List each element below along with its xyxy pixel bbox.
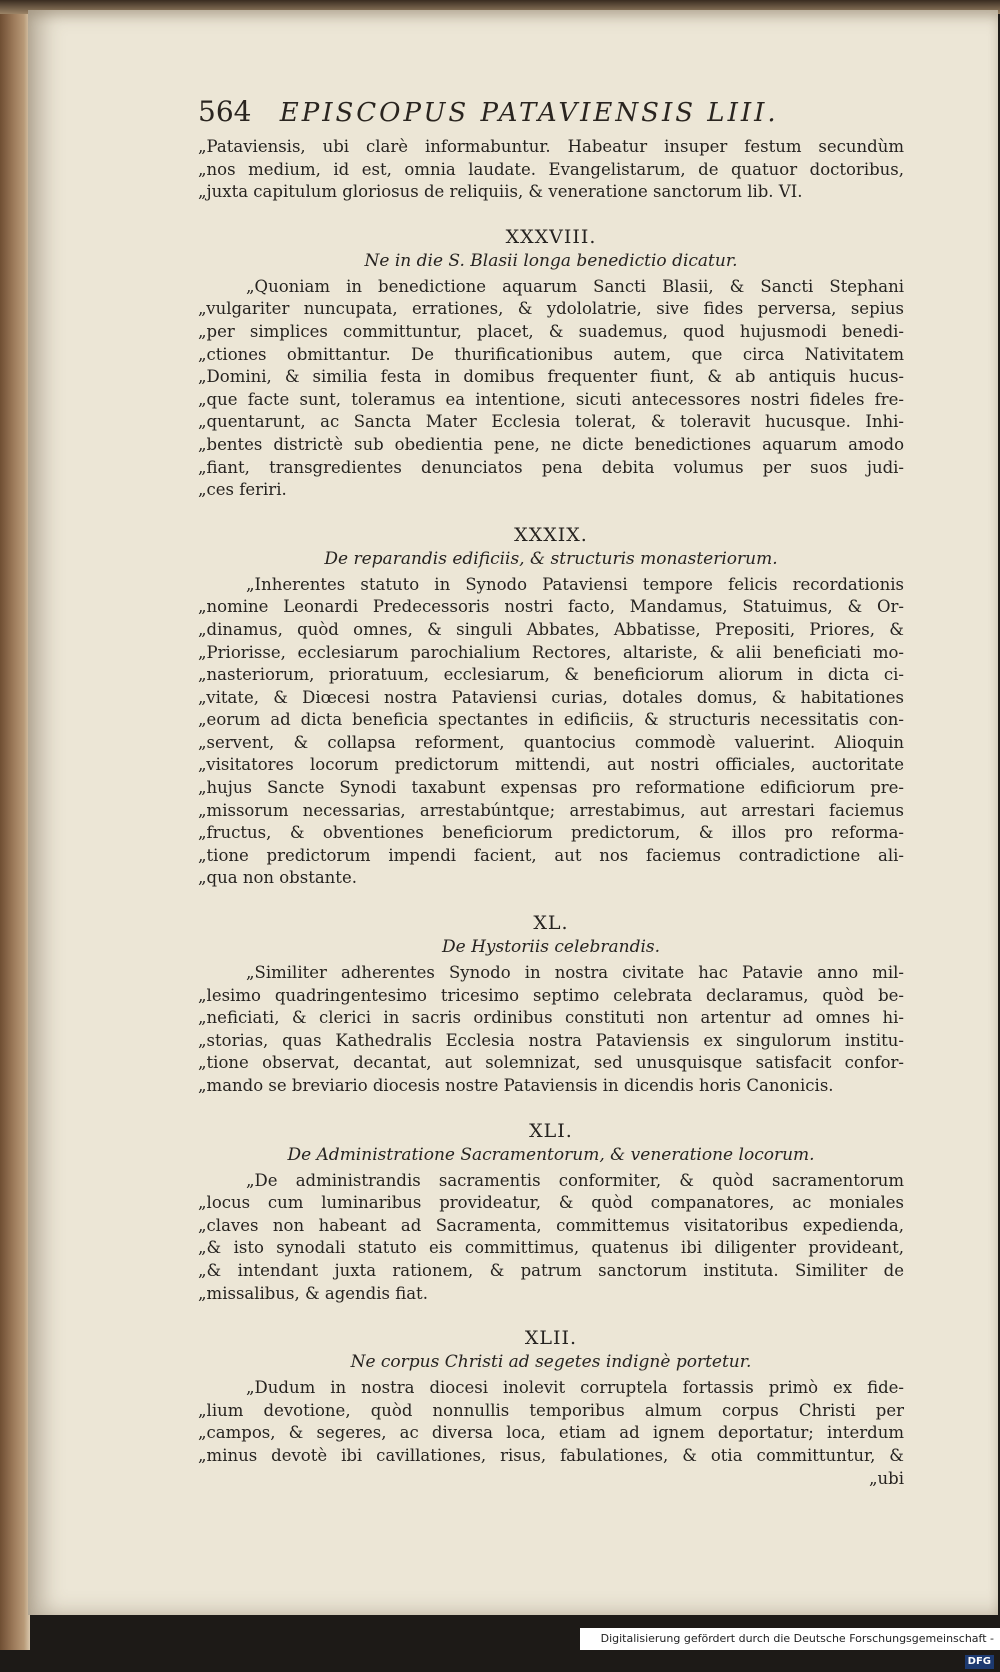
section-title: De Hystoriis celebrandis. — [441, 937, 661, 958]
section — [198, 1327, 904, 1467]
text-line: „quentarunt, ac Sancta Mater Ecclesia tolerat, & toleravit hucusque. Inhi- — [198, 412, 904, 432]
text-line: „campos, & segeres, ac diversa loca, etiam ad ignem deportatur; interdum — [198, 1423, 904, 1443]
dfg-logo: DFG — [965, 1655, 994, 1669]
text-line: „Dudum in nostra diocesi inolevit corruptela fortassis primò ex fide- — [246, 1378, 904, 1398]
text-line: „Quoniam in benedictione aquarum Sancti Blasii, & Sancti Stephani — [246, 276, 904, 296]
text-line: „vitate, & Diœcesi nostra Pataviensi curias, dotales domus, & habitationes — [198, 687, 904, 707]
text-line: „Priorisse, ecclesiarum parochialium Rectores, altariste, & alii beneficiati mo- — [198, 642, 904, 662]
section-number: XXXVIII. — [505, 225, 597, 248]
running-title: EPISCOPUS PATAVIENSIS LIII. — [279, 98, 779, 128]
text-line: „minus devotè ibi cavillationes, risus, fabulationes, & otia committuntur, & — [198, 1445, 904, 1465]
page-number: 564 — [198, 95, 252, 128]
section — [198, 226, 904, 502]
text-line: „servent, & collapsa reforment, quantocius commodè valuerint. Alioquin — [198, 732, 904, 752]
text-line: „que facte sunt, toleramus ea intentione, sicuti antecessores nostri fideles fre- — [198, 389, 904, 409]
section — [198, 1120, 904, 1306]
sections — [198, 226, 904, 1468]
book-spine — [0, 0, 30, 1650]
text-line: „dinamus, quòd omnes, & singuli Abbates, Abbatisse, Prepositi, Priores, & — [198, 619, 904, 639]
text-line: „& isto synodali statuto eis committimus, quatenus ibi diligenter provideant, — [198, 1238, 904, 1258]
text-line: „Similiter adherentes Synodo in nostra civitate hac Patavie anno mil- — [246, 963, 904, 983]
section-number: XLI. — [529, 1119, 573, 1142]
text-line: „ces feriri. — [198, 480, 287, 500]
text-line: „nasteriorum, prioratuum, ecclesiarum, & beneficiorum aliorum in dicta ci- — [198, 665, 904, 685]
section — [198, 912, 904, 1098]
page-body — [198, 136, 904, 1490]
text-line: „nos medium, id est, omnia laudate. Evangelistarum, de quatuor doctoribus, — [198, 159, 904, 179]
text-line: „eorum ad dicta beneficia spectantes in edificiis, & structuris necessitatis con- — [198, 710, 904, 730]
text-line: „bentes districtè sub obedientia pene, ne dicte benedictiones aquarum amodo — [198, 434, 904, 454]
text-line: „nomine Leonardi Predecessoris nostri facto, Mandamus, Statuimus, & Or- — [198, 597, 904, 617]
text-line: „neficiati, & clerici in sacris ordinibus constituti non artentur ad omnes hi- — [198, 1008, 904, 1028]
catchword: „ubi — [868, 1468, 904, 1488]
text-line: „Inherentes statuto in Synodo Pataviensi tempore felicis recordationis — [246, 574, 904, 594]
text-line: „locus cum luminaribus provideatur, & quòd companatores, ac moniales — [198, 1193, 904, 1213]
text-line: „fructus, & obventiones beneficiorum predictorum, & illos pro reforma- — [198, 823, 904, 843]
footer-text: Digitalisierung gefördert durch die Deutsche Forschungsgemeinschaft - — [600, 1632, 994, 1645]
text-line: „storias, quas Kathedralis Ecclesia nostra Pataviensis ex singulorum institu- — [198, 1030, 904, 1050]
text-line: „hujus Sancte Synodi taxabunt expensas pro reformatione edificiorum pre- — [198, 778, 904, 798]
text-line: „qua non obstante. — [198, 868, 357, 888]
section-title: De reparandis edificiis, & structuris monasteriorum. — [324, 548, 778, 569]
text-line: „lesimo quadringentesimo tricesimo septimo celebrata declaramus, quòd be- — [198, 985, 904, 1005]
text-line: „tione predictorum impendi facient, aut nos faciemus contradictione ali- — [198, 845, 904, 865]
section-title: Ne corpus Christi ad segetes indignè portetur. — [350, 1352, 752, 1373]
section-number: XXXIX. — [514, 523, 588, 546]
section-number: XLII. — [524, 1327, 578, 1350]
section-title: Ne in die S. Blasii longa benedictio dicatur. — [364, 250, 738, 271]
digitization-footer — [580, 1628, 1000, 1667]
text-line: „& intendant juxta rationem, & patrum sanctorum instituta. Similiter de — [198, 1260, 904, 1280]
section — [198, 524, 904, 890]
text-line: „fiant, transgredientes denunciatos pena debita volumus per suos judi- — [198, 457, 904, 477]
text-line: „De administrandis sacramentis conformiter, & quòd sacramentorum — [246, 1170, 904, 1190]
text-line: „Domini, & similia festa in domibus frequenter fiunt, & ab antiquis hucus- — [198, 367, 904, 387]
text-line: „mando se breviario diocesis nostre Pataviensis in dicendis horis Canonicis. — [198, 1076, 834, 1095]
text-line: „tione observat, decantat, aut solemnizat, sed unusquisque satisfacit confor- — [198, 1053, 904, 1073]
text-line: „per simplices committuntur, placet, & suademus, quod hujusmodi benedi- — [198, 321, 904, 341]
text-line: „juxta capitulum gloriosus de reliquiis, & veneratione sanctorum lib. VI. — [198, 182, 803, 202]
text-line: „lium devotione, quòd nonnullis temporibus almum corpus Christi per — [198, 1400, 904, 1420]
text-line: „visitatores locorum predictorum mittendi, aut nostri officiales, auctoritate — [198, 755, 904, 775]
text-line: „missalibus, & agendis fiat. — [198, 1283, 428, 1303]
text-line: „claves non habeant ad Sacramenta, committemus visitatoribus expedienda, — [198, 1215, 904, 1235]
text-line: „ctiones obmittantur. De thurificationibus autem, que circa Nativitatem — [198, 344, 904, 364]
section-number: XL. — [533, 912, 569, 935]
page-header — [198, 95, 898, 135]
text-line: „Pataviensis, ubi clarè informabuntur. Habeatur insuper festum secundùm — [198, 137, 904, 156]
section-title: De Administratione Sacramentorum, & veneratione locorum. — [287, 1144, 815, 1165]
text-line: „vulgariter nuncupata, errationes, & ydololatrie, sive fides perversa, sepius — [198, 299, 904, 319]
intro-block — [198, 136, 904, 204]
text-line: „missorum necessarias, arrestabúntque; arrestabimus, aut arrestari faciemus — [198, 800, 904, 820]
